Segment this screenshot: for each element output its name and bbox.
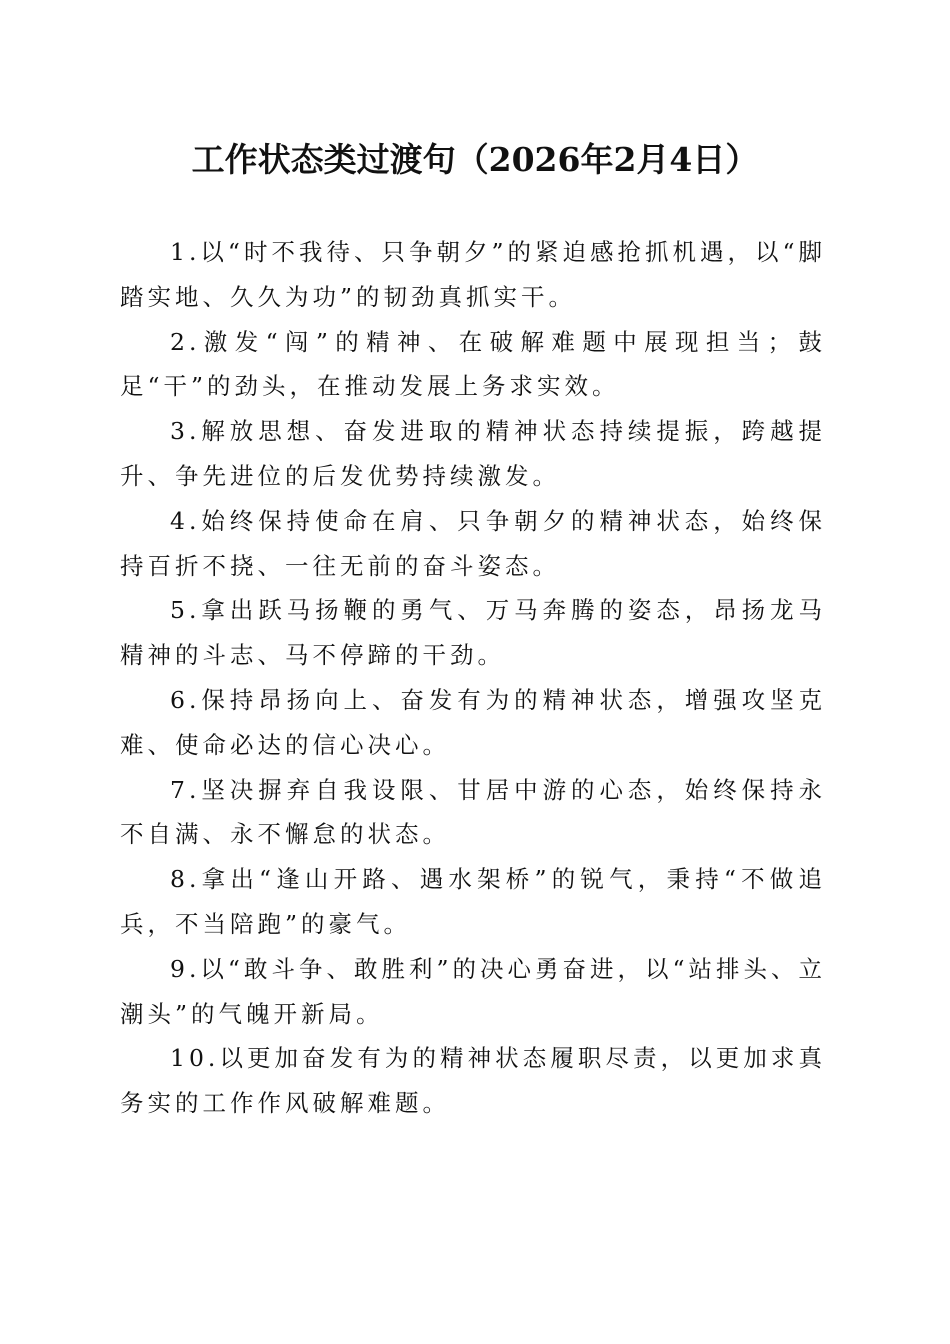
document-title: 工作状态类过渡句（2026年2月4日） [191,140,759,179]
paragraph-2: 2.激发“闯”的精神、在破解难题中展现担当；鼓足“干”的劲头，在推动发展上务求实效。 [120,327,826,401]
paragraph-7: 7.坚决摒弃自我设限、甘居中游的心态，始终保持永不自满、永不懈怠的状态。 [120,775,826,849]
paragraph-1: 1.以“时不我待、只争朝夕”的紧迫感抢抓机遇，以“脚踏实地、久久为功”的韧劲真抓实干。 [120,238,826,311]
paragraph-6: 6.保持昂扬向上、奋发有为的精神状态，增强攻坚克难、使命必达的信心决心。 [120,685,826,759]
paragraph-9: 9.以“敢斗争、敢胜利”的决心勇奋进，以“站排头、立潮头”的气魄开新局。 [120,954,826,1028]
paragraph-3: 3.解放思想、奋发进取的精神状态持续提振，跨越提升、争先进位的后发优势持续激发。 [120,417,826,490]
paragraph-8: 8.拿出“逢山开路、遇水架桥”的锐气，秉持“不做追兵，不当陪跑”的豪气。 [120,865,826,938]
paragraph-5: 5.拿出跃马扬鞭的勇气、万马奔腾的姿态，昂扬龙马精神的斗志、马不停蹄的干劲。 [120,596,826,670]
paragraph-4: 4.始终保持使命在肩、只争朝夕的精神状态，始终保持百折不挠、一往无前的奋斗姿态。 [120,506,826,580]
document-body [120,230,826,1126]
paragraph-10: 10.以更加奋发有为的精神状态履职尽责，以更加求真务实的工作作风破解难题。 [120,1044,826,1118]
